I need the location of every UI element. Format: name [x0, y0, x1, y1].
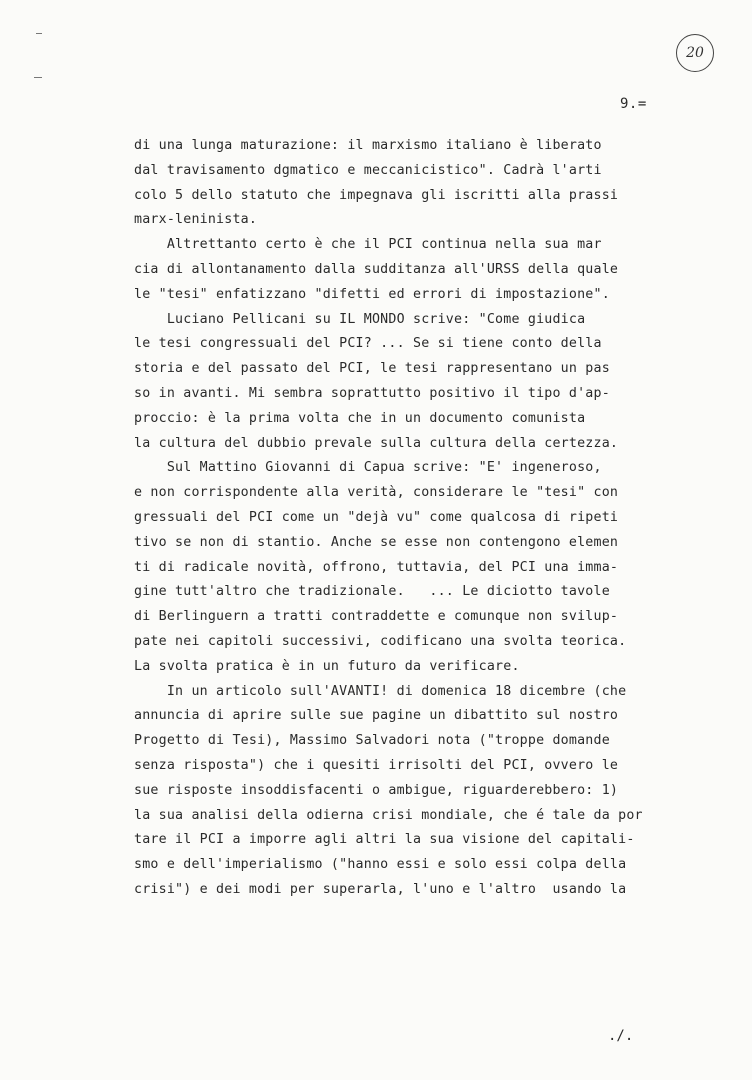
- continuation-mark: ./.: [608, 1028, 634, 1044]
- page-number: 9.=: [620, 96, 647, 112]
- text-line: Luciano Pellicani su IL MONDO scrive: "Come giudica: [134, 311, 586, 327]
- text-line: gine tutt'altro che tradizionale. ... Le diciotto tavole: [134, 584, 610, 600]
- text-line: sue risposte insoddisfacenti o ambigue, riguarderebbero: 1): [134, 782, 619, 798]
- text-line: colo 5 dello statuto che impegnava gli iscritti alla prassi: [134, 187, 619, 203]
- text-line: crisi") e dei modi per superarla, l'uno e l'altro usando la: [134, 881, 627, 897]
- margin-mark: [36, 33, 42, 34]
- text-line: Altrettanto certo è che il PCI continua nella sua mar: [134, 237, 602, 253]
- archive-stamp: 20: [676, 34, 714, 72]
- text-line: Sul Mattino Giovanni di Capua scrive: "E' ingeneroso,: [134, 460, 602, 476]
- text-line: tivo se non di stantio. Anche se esse non contengono elemen: [134, 534, 619, 550]
- text-line: la cultura del dubbio prevale sulla cultura della certezza.: [134, 435, 619, 451]
- text-line: In un articolo sull'AVANTI! di domenica 18 dicembre (che: [134, 683, 627, 699]
- text-line: di Berlinguern a tratti contraddette e comunque non svilup-: [134, 609, 619, 625]
- text-line: la sua analisi della odierna crisi mondiale, che é tale da por: [134, 807, 643, 823]
- text-line: annuncia di aprire sulle sue pagine un dibattito sul nostro: [134, 708, 619, 724]
- text-line: ti di radicale novità, offrono, tuttavia, del PCI una imma-: [134, 559, 619, 575]
- text-line: smo e dell'imperialismo ("hanno essi e solo essi colpa della: [134, 857, 627, 873]
- text-line: le "tesi" enfatizzano "difetti ed errori di impostazione".: [134, 286, 610, 302]
- text-line: dal travisamento dgmatico e meccanicistico". Cadrà l'arti: [134, 162, 602, 178]
- text-line: cia di allontanamento dalla sudditanza all'URSS della quale: [134, 261, 619, 277]
- text-line: La svolta pratica è in un futuro da verificare.: [134, 658, 520, 674]
- margin-mark: [34, 77, 42, 78]
- text-line: e non corrispondente alla verità, considerare le "tesi" con: [134, 485, 619, 501]
- text-line: storia e del passato del PCI, le tesi rappresentano un pas: [134, 361, 610, 377]
- text-line: gressuali del PCI come un "dejà vu" come qualcosa di ripeti: [134, 509, 619, 525]
- text-line: marx-leninista.: [134, 212, 258, 228]
- text-line: di una lunga maturazione: il marxismo italiano è liberato: [134, 138, 602, 153]
- text-line: Progetto di Tesi), Massimo Salvadori nota ("troppe domande: [134, 733, 610, 749]
- typewritten-body: [134, 134, 724, 903]
- text-line: senza risposta") che i quesiti irrisolti del PCI, ovvero le: [134, 757, 619, 773]
- text-line: tare il PCI a imporre agli altri la sua visione del capitali-: [134, 832, 635, 848]
- text-line: so in avanti. Mi sembra soprattutto positivo il tipo d'ap-: [134, 385, 610, 401]
- text-line: le tesi congressuali del PCI? ... Se si tiene conto della: [134, 336, 602, 352]
- text-line: proccio: è la prima volta che in un documento comunista: [134, 410, 586, 426]
- text-line: pate nei capitoli successivi, codificano una svolta teorica.: [134, 633, 627, 649]
